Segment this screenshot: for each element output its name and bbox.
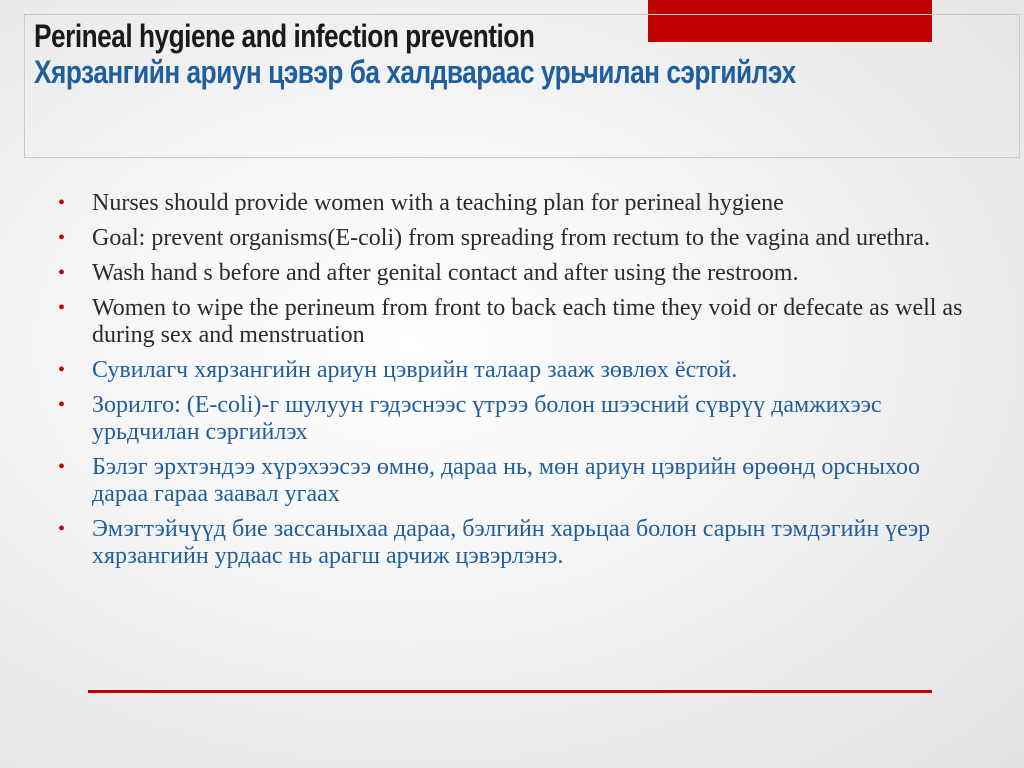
bullet-icon: • [58,518,66,540]
bullet-item [58,516,978,570]
bullet-item [58,225,978,252]
bullet-icon: • [58,262,66,284]
bullet-item [58,454,978,508]
bullet-text: Зорилго: (E-coli)-г шулуун гэдэснээс үтрээ болон шээсний сүврүү дамжихээс урьдчилан сэргийлэх [92,392,882,445]
bullet-icon: • [58,394,66,416]
bullet-icon: • [58,227,66,249]
title-english: Perineal hygiene and infection prevention [34,18,535,54]
title-mongolian: Хярзангийн ариун цэвэр ба халдвараас урьчилан сэргийлэх [34,54,796,90]
bullet-text: Women to wipe the perineum from front to back each time they void or defecate as well as during sex and menstruation [92,295,963,348]
bullet-icon: • [58,297,66,319]
bullet-text: Бэлэг эрхтэндээ хүрэхээсээ өмнө, дараа нь, мөн ариун цэврийн өрөөнд орсныхоо дараа гараа заавал угаах [92,454,921,507]
bullet-item [58,392,978,446]
bullet-text: Wash hand s before and after genital contact and after using the restroom. [92,260,799,286]
bullet-item [58,260,978,287]
slide-title [34,18,993,90]
bullet-icon: • [58,456,66,478]
bullet-text: Goal: prevent organisms(E-coli) from spreading from rectum to the vagina and urethra. [92,225,930,251]
bottom-divider [88,690,932,693]
bullet-icon: • [58,359,66,381]
bullet-icon: • [58,192,66,214]
bullet-text: Nurses should provide women with a teaching plan for perineal hygiene [92,190,784,216]
bullet-text: Сувилагч хярзангийн ариун цэврийн талаар зааж зөвлөх ёстой. [92,357,738,383]
bullet-item [58,295,978,349]
bullet-text: Эмэгтэйчүүд бие зассаныхаа дараа, бэлгийн харьцаа болон сарын тэмдэгийн үеэр хярзангийн урдаас нь арагш арчиж цэвэрлэнэ. [92,516,931,569]
bullet-list [58,190,978,578]
bullet-item [58,357,978,384]
bullet-item [58,190,978,217]
